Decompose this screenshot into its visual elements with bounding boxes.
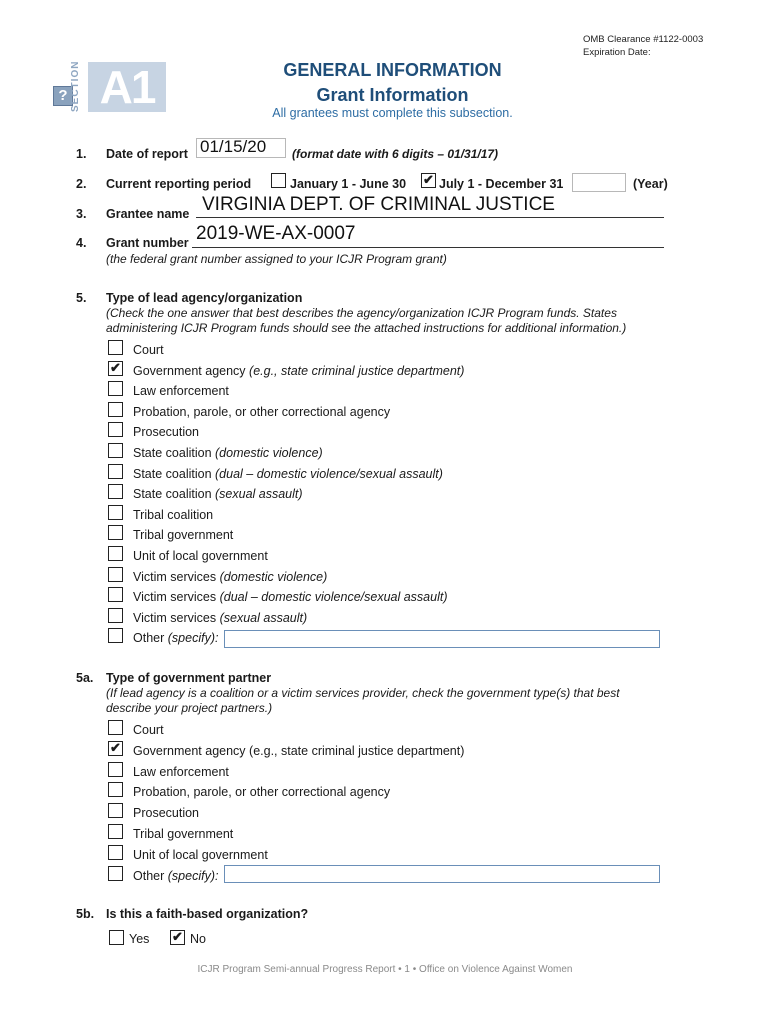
- gov-partner-option-checkbox[interactable]: [108, 866, 123, 881]
- q5a-hint-1: (If lead agency is a coalition or a victim services provider, check the government type(s) that best: [106, 686, 620, 700]
- jan-june-label: January 1 - June 30: [290, 177, 407, 191]
- year-field[interactable]: [572, 173, 626, 192]
- lead-agency-option-label: Probation, parole, or other correctional agency: [133, 404, 391, 419]
- gov-partner-option-checkbox[interactable]: [108, 782, 123, 797]
- lead-agency-option-checkbox[interactable]: [108, 422, 123, 437]
- lead-agency-option-label: Court: [133, 343, 164, 357]
- date-value: 01/15/20: [200, 137, 267, 156]
- lead-agency-option-checkbox[interactable]: [108, 525, 123, 540]
- gov-partner-option-label: Other (specify):: [133, 868, 219, 883]
- lead-agency-option-checkbox[interactable]: [108, 608, 123, 623]
- gov-partner-option-checkbox[interactable]: ✔: [108, 741, 123, 756]
- lead-agency-option-checkbox[interactable]: [108, 587, 123, 602]
- lead-agency-option-checkbox[interactable]: [108, 546, 123, 561]
- lead-agency-option-label: Victim services (domestic violence): [133, 569, 328, 584]
- q5-number: 5.: [76, 291, 87, 305]
- q5-hint-2: administering ICJR Program funds should see the attached instructions for additional information.): [106, 321, 627, 335]
- q2-label: Current reporting period: [106, 177, 252, 191]
- omb-clearance: OMB Clearance #1122-0003 Expiration Date:: [583, 34, 704, 58]
- instruction-text: All grantees must complete this subsection.: [272, 106, 513, 120]
- gov-partner-option-label: Tribal government: [133, 827, 234, 841]
- lead-agency-option-label: Other (specify):: [133, 631, 219, 646]
- lead-agency-option-label: Law enforcement: [133, 384, 229, 399]
- date-of-report-field[interactable]: [196, 138, 286, 158]
- gov-partner-option-checkbox[interactable]: [108, 720, 123, 735]
- lead-agency-option-label: State coalition (sexual assault): [133, 487, 303, 502]
- grantee-name-value: VIRGINIA DEPT. OF CRIMINAL JUSTICE: [202, 194, 555, 215]
- lead-agency-option-checkbox[interactable]: [108, 443, 123, 458]
- gov-partner-option-label: Prosecution: [133, 806, 200, 821]
- year-label: (Year): [633, 177, 668, 191]
- lead-agency-option-checkbox[interactable]: [108, 464, 123, 479]
- q2-number: 2.: [76, 177, 87, 191]
- page-subtitle: Grant Information: [316, 85, 469, 105]
- q5-hint-1: (Check the one answer that best describes the agency/organization ICJR Program funds. States: [106, 306, 617, 320]
- faith-yes-checkbox[interactable]: [109, 930, 124, 945]
- q1-number: 1.: [76, 147, 87, 161]
- question-mark-icon[interactable]: ?: [53, 86, 73, 106]
- lead-agency-option-checkbox[interactable]: [108, 402, 123, 417]
- lead-agency-option-label: Prosecution: [133, 425, 200, 440]
- q5a-hint-2: describe your project partners.): [106, 701, 273, 715]
- lead-agency-option-label: Tribal coalition: [133, 507, 214, 522]
- grant-number-value: 2019-WE-AX-0007: [196, 223, 356, 244]
- lead-agency-option-label: Victim services (dual – domestic violence/sexual assault): [133, 590, 448, 605]
- grant-number-field[interactable]: [192, 225, 664, 248]
- q5-other-specify-field[interactable]: [224, 630, 660, 648]
- lead-agency-option-label: Victim services (sexual assault): [133, 610, 308, 625]
- lead-agency-option-checkbox[interactable]: [108, 567, 123, 582]
- gov-partner-option-label: Law enforcement: [133, 764, 229, 779]
- grantee-name-field[interactable]: [196, 196, 664, 218]
- q3-label: Grantee name: [106, 207, 190, 221]
- q3-number: 3.: [76, 207, 87, 221]
- gov-partner-option-label: Unit of local government: [133, 847, 268, 862]
- q5b-number: 5b.: [76, 907, 95, 921]
- section-label: SECTION: [70, 60, 81, 112]
- section-code: A1: [88, 62, 166, 112]
- lead-agency-option-checkbox[interactable]: [108, 484, 123, 499]
- lead-agency-option-label: State coalition (domestic violence): [133, 446, 323, 460]
- q4-hint: (the federal grant number assigned to your ICJR Program grant): [106, 252, 447, 266]
- gov-partner-option-checkbox[interactable]: [108, 803, 123, 818]
- q5a-label: Type of government partner: [106, 671, 272, 685]
- gov-partner-option-label: Government agency (e.g., state criminal justice department): [133, 743, 465, 758]
- q4-number: 4.: [76, 236, 87, 250]
- faith-yes-label: Yes: [129, 932, 150, 946]
- gov-partner-option-checkbox[interactable]: [108, 762, 123, 777]
- gov-partner-option-label: Probation, parole, or other correctional agency: [133, 785, 391, 800]
- lead-agency-option-label: Tribal government: [133, 528, 234, 543]
- q1-hint: (format date with 6 digits – 01/31/17): [292, 147, 499, 161]
- lead-agency-option-checkbox[interactable]: [108, 628, 123, 643]
- lead-agency-option-checkbox[interactable]: [108, 340, 123, 355]
- lead-agency-option-checkbox[interactable]: [108, 381, 123, 396]
- jul-dec-checkbox[interactable]: ✔: [421, 173, 436, 188]
- q5b-label: Is this a faith-based organization?: [106, 907, 309, 921]
- lead-agency-option-label: Unit of local government: [133, 549, 268, 563]
- jul-dec-label: July 1 - December 31: [439, 177, 564, 191]
- page-footer: ICJR Program Semi-annual Progress Report • 1 • Office on Violence Against Women: [197, 964, 573, 975]
- q5a-other-specify-field[interactable]: [224, 865, 660, 883]
- faith-no-label: No: [190, 932, 206, 946]
- page-title: GENERAL INFORMATION: [283, 60, 502, 80]
- q4-label: Grant number: [106, 236, 189, 250]
- gov-partner-option-checkbox[interactable]: [108, 824, 123, 839]
- q1-label: Date of report: [106, 147, 188, 161]
- gov-partner-option-label: Court: [133, 723, 164, 737]
- jan-june-checkbox[interactable]: [271, 173, 286, 188]
- q5-label: Type of lead agency/organization: [106, 291, 303, 305]
- lead-agency-option-checkbox[interactable]: [108, 505, 123, 520]
- faith-no-checkbox[interactable]: ✔: [170, 930, 185, 945]
- lead-agency-option-checkbox[interactable]: ✔: [108, 361, 123, 376]
- lead-agency-option-label: Government agency (e.g., state criminal justice department): [133, 363, 465, 378]
- gov-partner-option-checkbox[interactable]: [108, 845, 123, 860]
- lead-agency-option-label: State coalition (dual – domestic violence/sexual assault): [133, 466, 443, 481]
- q5a-number: 5a.: [76, 671, 94, 685]
